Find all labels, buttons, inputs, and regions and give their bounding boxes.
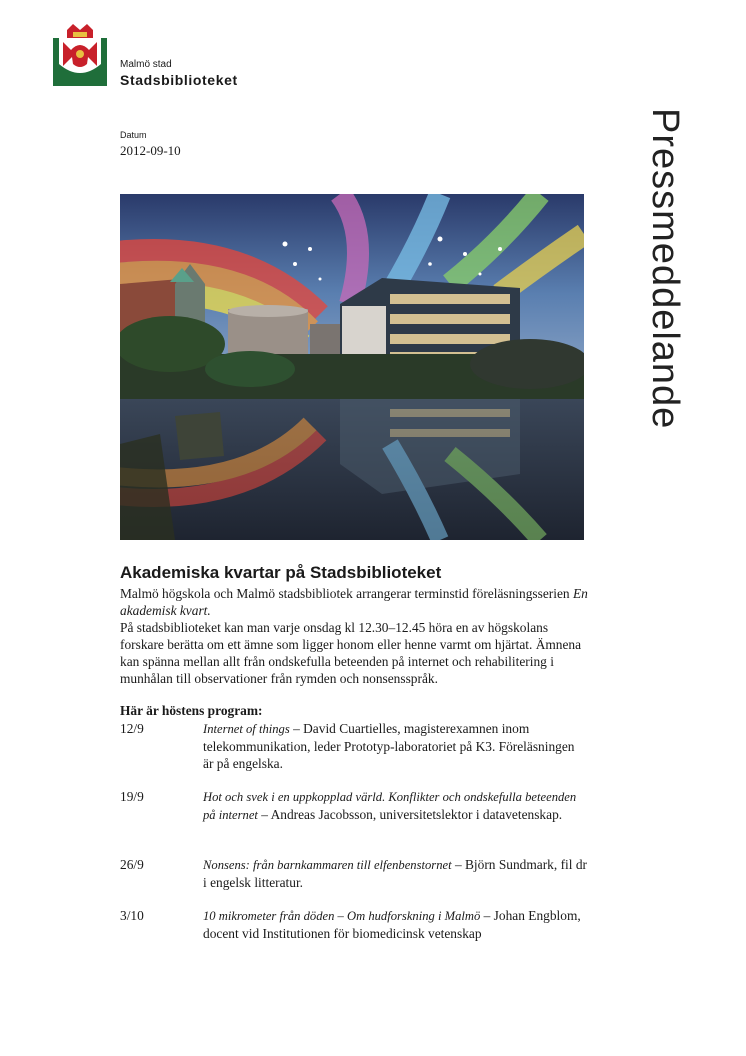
article-paragraph-1: Malmö högskola och Malmö stadsbibliotek arrangerar terminstid föreläsningsserien En akademisk kvart. [120,586,588,618]
series-name: En akademisk kvart. [120,586,588,618]
article-headline: Akademiska kvartar på Stadsbiblioteket [120,563,442,582]
document-type-title [646,108,684,429]
program-date: 26/9 [120,857,144,872]
program-item: Nonsens: från barnkammaren till elfenbenstornet – Björn Sundmark, fil dr i engelsk litteratur. [203,857,587,890]
org-name-small: Malmö stad [120,59,172,70]
program-date: 12/9 [120,721,144,736]
title-part-press: Press [644,108,686,211]
date-value: 2012-09-10 [120,143,181,158]
date-label: Datum [120,130,147,140]
program-date: 3/10 [120,908,144,923]
library-building-rainbow-photo [120,194,584,540]
title-part-meddelande: meddelande [644,210,686,430]
malmo-coat-of-arms-icon [53,24,107,86]
program-item: Internet of things – David Cuartielles, magisterexamnen inom telekommunikation, leder Prototyp-laboratoriet på K3. Föreläsningen är på engelska. [203,721,575,771]
program-date: 19/9 [120,789,144,804]
org-name: Stadsbiblioteket [120,72,238,88]
article-body [120,585,590,687]
program-item: Hot och svek i en uppkopplad värld. Konflikter och ondskefulla beteenden på internet – Andreas Jacobsson, universitetslektor i datavetenskap. [203,790,577,822]
program-title: Här är höstens program: [120,703,263,718]
article-paragraph-2: På stadsbiblioteket kan man varje onsdag kl 12.30–12.45 höra en av högskolans forskare berätta om ett ämne som ligger honom eller henne varmt om hjärtat. Ämnena kan spänna mellan allt från ondskefulla beteenden på internet och rehabilitering i munhålan till observationer från rymden och nonsensspråk. [120,620,582,686]
program-item: 10 mikrometer från döden – Om hudforskning i Malmö – Johan Engblom, docent vid Institutionen för biomedicinsk vetenskap [203,908,581,941]
